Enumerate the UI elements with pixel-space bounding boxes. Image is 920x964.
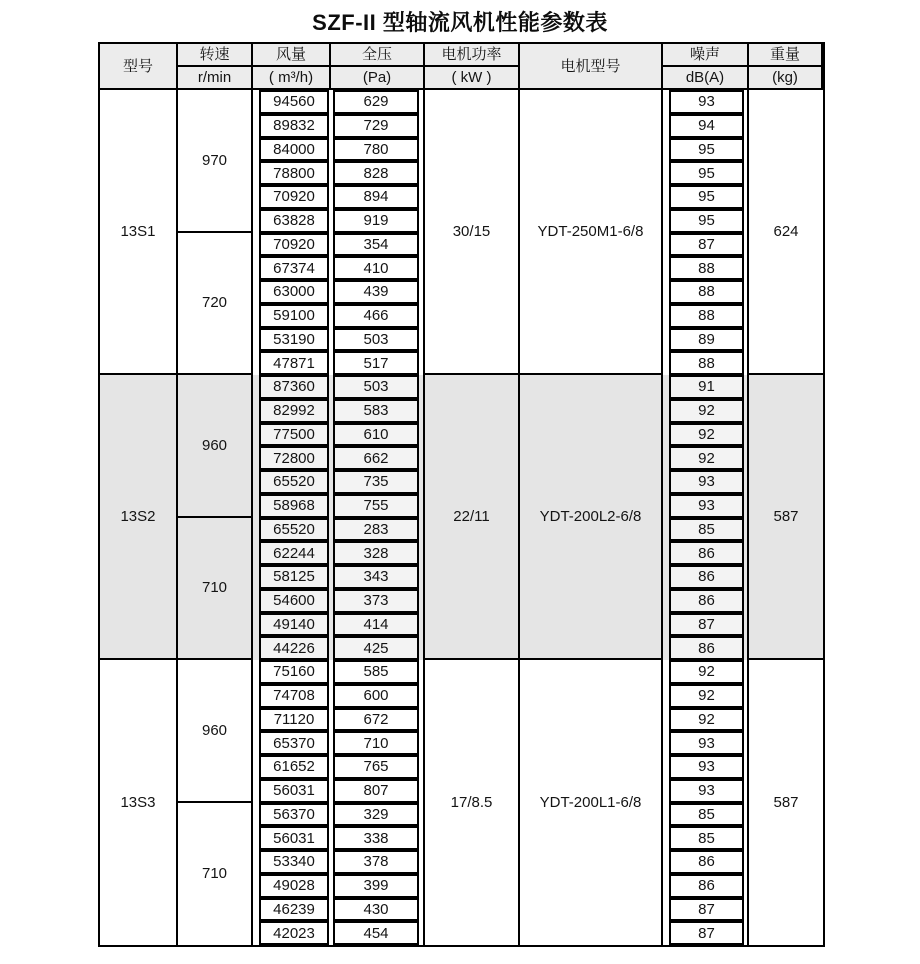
noise-cell: 93 — [669, 90, 744, 114]
noise-cell-slot — [663, 921, 749, 945]
pressure-cell: 765 — [333, 755, 419, 779]
airflow-cell-slot — [253, 565, 331, 589]
noise-cell-slot — [663, 304, 749, 328]
header-weight-unit: (kg) — [749, 67, 823, 90]
airflow-cell: 71120 — [259, 708, 329, 732]
airflow-cell-slot — [253, 351, 331, 375]
pressure-cell-slot — [331, 731, 425, 755]
airflow-cell-slot — [253, 90, 331, 114]
noise-cell: 85 — [669, 826, 744, 850]
noise-cell: 93 — [669, 779, 744, 803]
noise-cell: 94 — [669, 114, 744, 138]
airflow-cell: 56031 — [259, 826, 329, 850]
noise-cell-slot — [663, 256, 749, 280]
pressure-cell-slot — [331, 636, 425, 660]
airflow-cell: 59100 — [259, 304, 329, 328]
pressure-cell: 503 — [333, 375, 419, 399]
pressure-cell-slot — [331, 779, 425, 803]
noise-cell: 92 — [669, 423, 744, 447]
airflow-cell-slot — [253, 185, 331, 209]
airflow-cell: 74708 — [259, 684, 329, 708]
pressure-cell-slot — [331, 90, 425, 114]
pressure-cell-slot — [331, 541, 425, 565]
noise-cell: 86 — [669, 850, 744, 874]
noise-cell-slot — [663, 850, 749, 874]
airflow-cell-slot — [253, 589, 331, 613]
speed-cell: 710 — [178, 803, 253, 946]
airflow-cell: 53190 — [259, 328, 329, 352]
pressure-cell-slot — [331, 874, 425, 898]
pressure-cell: 329 — [333, 803, 419, 827]
airflow-cell-slot — [253, 850, 331, 874]
speed-cell: 720 — [178, 233, 253, 376]
noise-cell: 95 — [669, 185, 744, 209]
noise-cell-slot — [663, 803, 749, 827]
noise-cell: 93 — [669, 755, 744, 779]
airflow-cell-slot — [253, 541, 331, 565]
pressure-cell: 780 — [333, 138, 419, 162]
noise-cell-slot — [663, 90, 749, 114]
noise-cell: 87 — [669, 898, 744, 922]
noise-cell-slot — [663, 185, 749, 209]
airflow-cell-slot — [253, 684, 331, 708]
pressure-cell-slot — [331, 423, 425, 447]
weight-cell: 587 — [749, 375, 823, 660]
airflow-cell-slot — [253, 328, 331, 352]
noise-cell-slot — [663, 898, 749, 922]
noise-cell-slot — [663, 423, 749, 447]
airflow-cell-slot — [253, 826, 331, 850]
pressure-cell-slot — [331, 708, 425, 732]
noise-cell: 86 — [669, 636, 744, 660]
noise-cell: 88 — [669, 351, 744, 375]
header-weight: 重量 — [749, 44, 823, 67]
noise-cell: 92 — [669, 684, 744, 708]
airflow-cell: 72800 — [259, 446, 329, 470]
noise-cell: 93 — [669, 731, 744, 755]
airflow-cell-slot — [253, 304, 331, 328]
airflow-cell-slot — [253, 399, 331, 423]
airflow-cell: 54600 — [259, 589, 329, 613]
airflow-cell: 63000 — [259, 280, 329, 304]
airflow-cell-slot — [253, 161, 331, 185]
airflow-cell-slot — [253, 256, 331, 280]
pressure-cell-slot — [331, 209, 425, 233]
airflow-cell-slot — [253, 660, 331, 684]
noise-cell: 92 — [669, 660, 744, 684]
pressure-cell-slot — [331, 304, 425, 328]
pressure-cell: 503 — [333, 328, 419, 352]
airflow-cell: 58968 — [259, 494, 329, 518]
noise-cell-slot — [663, 541, 749, 565]
airflow-cell-slot — [253, 233, 331, 257]
pressure-cell: 414 — [333, 613, 419, 637]
noise-cell: 87 — [669, 613, 744, 637]
airflow-cell: 84000 — [259, 138, 329, 162]
weight-cell: 587 — [749, 660, 823, 945]
airflow-cell: 87360 — [259, 375, 329, 399]
pressure-cell: 735 — [333, 470, 419, 494]
airflow-cell-slot — [253, 779, 331, 803]
airflow-cell-slot — [253, 898, 331, 922]
pressure-cell: 399 — [333, 874, 419, 898]
pressure-cell: 662 — [333, 446, 419, 470]
noise-cell-slot — [663, 636, 749, 660]
pressure-cell-slot — [331, 446, 425, 470]
noise-cell-slot — [663, 755, 749, 779]
airflow-cell-slot — [253, 755, 331, 779]
airflow-cell-slot — [253, 423, 331, 447]
airflow-cell: 62244 — [259, 541, 329, 565]
noise-cell: 88 — [669, 304, 744, 328]
airflow-cell: 56031 — [259, 779, 329, 803]
pressure-cell: 425 — [333, 636, 419, 660]
header-noise-unit: dB(A) — [663, 67, 749, 90]
pressure-cell-slot — [331, 399, 425, 423]
header-pressure: 全压 — [331, 44, 425, 67]
header-motor: 电机型号 — [520, 44, 663, 90]
airflow-cell: 67374 — [259, 256, 329, 280]
noise-cell-slot — [663, 731, 749, 755]
pressure-cell-slot — [331, 755, 425, 779]
pressure-cell-slot — [331, 613, 425, 637]
noise-cell: 88 — [669, 256, 744, 280]
noise-cell: 85 — [669, 803, 744, 827]
model-cell: 13S3 — [100, 660, 178, 945]
pressure-cell-slot — [331, 803, 425, 827]
pressure-cell: 629 — [333, 90, 419, 114]
airflow-cell-slot — [253, 470, 331, 494]
pressure-cell-slot — [331, 684, 425, 708]
pressure-cell-slot — [331, 565, 425, 589]
noise-cell-slot — [663, 565, 749, 589]
pressure-cell: 828 — [333, 161, 419, 185]
header-airflow: 风量 — [253, 44, 331, 67]
noise-cell-slot — [663, 874, 749, 898]
header-airflow-unit: ( m³/h) — [253, 67, 331, 90]
pressure-cell-slot — [331, 850, 425, 874]
pressure-cell: 410 — [333, 256, 419, 280]
noise-cell-slot — [663, 161, 749, 185]
airflow-cell: 49140 — [259, 613, 329, 637]
airflow-cell-slot — [253, 138, 331, 162]
noise-cell-slot — [663, 684, 749, 708]
noise-cell: 95 — [669, 209, 744, 233]
noise-cell-slot — [663, 518, 749, 542]
airflow-cell-slot — [253, 114, 331, 138]
pressure-cell-slot — [331, 161, 425, 185]
pressure-cell-slot — [331, 375, 425, 399]
noise-cell: 88 — [669, 280, 744, 304]
airflow-cell: 65370 — [259, 731, 329, 755]
header-speed-unit: r/min — [178, 67, 253, 90]
airflow-cell: 56370 — [259, 803, 329, 827]
pressure-cell-slot — [331, 138, 425, 162]
speed-cell: 960 — [178, 660, 253, 803]
pressure-cell-slot — [331, 494, 425, 518]
noise-cell: 87 — [669, 233, 744, 257]
pressure-cell-slot — [331, 233, 425, 257]
noise-cell: 86 — [669, 565, 744, 589]
airflow-cell-slot — [253, 803, 331, 827]
pressure-cell-slot — [331, 114, 425, 138]
airflow-cell-slot — [253, 375, 331, 399]
pressure-cell-slot — [331, 826, 425, 850]
pressure-cell: 894 — [333, 185, 419, 209]
pressure-cell: 430 — [333, 898, 419, 922]
airflow-cell: 70920 — [259, 233, 329, 257]
airflow-cell-slot — [253, 280, 331, 304]
pressure-cell-slot — [331, 280, 425, 304]
noise-cell-slot — [663, 779, 749, 803]
pressure-cell: 338 — [333, 826, 419, 850]
noise-cell: 95 — [669, 161, 744, 185]
pressure-cell-slot — [331, 589, 425, 613]
noise-cell: 86 — [669, 541, 744, 565]
pressure-cell-slot — [331, 256, 425, 280]
noise-cell-slot — [663, 826, 749, 850]
pressure-cell: 729 — [333, 114, 419, 138]
airflow-cell-slot — [253, 708, 331, 732]
motor-cell: YDT-200L1-6/8 — [520, 660, 663, 945]
airflow-cell-slot — [253, 636, 331, 660]
noise-cell: 91 — [669, 375, 744, 399]
noise-cell-slot — [663, 209, 749, 233]
noise-cell: 87 — [669, 921, 744, 945]
pressure-cell: 378 — [333, 850, 419, 874]
noise-cell-slot — [663, 660, 749, 684]
pressure-cell-slot — [331, 921, 425, 945]
motor-cell: YDT-250M1-6/8 — [520, 90, 663, 375]
pressure-cell: 672 — [333, 708, 419, 732]
power-cell: 22/11 — [425, 375, 520, 660]
airflow-cell-slot — [253, 518, 331, 542]
pressure-cell: 517 — [333, 351, 419, 375]
airflow-cell: 77500 — [259, 423, 329, 447]
model-cell: 13S1 — [100, 90, 178, 375]
noise-cell: 89 — [669, 328, 744, 352]
header-power-unit: ( kW ) — [425, 67, 520, 90]
noise-cell: 86 — [669, 589, 744, 613]
noise-cell-slot — [663, 446, 749, 470]
airflow-cell: 46239 — [259, 898, 329, 922]
airflow-cell: 65520 — [259, 470, 329, 494]
airflow-cell: 49028 — [259, 874, 329, 898]
page-title: SZF-II 型轴流风机性能参数表 — [312, 10, 608, 35]
airflow-cell-slot — [253, 731, 331, 755]
airflow-cell-slot — [253, 494, 331, 518]
weight-cell: 624 — [749, 90, 823, 375]
noise-cell: 92 — [669, 399, 744, 423]
pressure-cell: 583 — [333, 399, 419, 423]
pressure-cell: 807 — [333, 779, 419, 803]
noise-cell-slot — [663, 233, 749, 257]
pressure-cell-slot — [331, 351, 425, 375]
noise-cell-slot — [663, 328, 749, 352]
pressure-cell: 283 — [333, 518, 419, 542]
pressure-cell: 919 — [333, 209, 419, 233]
pressure-cell-slot — [331, 660, 425, 684]
noise-cell-slot — [663, 138, 749, 162]
airflow-cell: 89832 — [259, 114, 329, 138]
speed-cell: 970 — [178, 90, 253, 233]
noise-cell: 85 — [669, 518, 744, 542]
pressure-cell-slot — [331, 328, 425, 352]
pressure-cell: 454 — [333, 921, 419, 945]
noise-cell-slot — [663, 470, 749, 494]
airflow-cell: 82992 — [259, 399, 329, 423]
pressure-cell: 354 — [333, 233, 419, 257]
speed-cell: 710 — [178, 518, 253, 661]
pressure-cell: 585 — [333, 660, 419, 684]
pressure-cell-slot — [331, 470, 425, 494]
noise-cell: 93 — [669, 494, 744, 518]
noise-cell-slot — [663, 375, 749, 399]
airflow-cell: 58125 — [259, 565, 329, 589]
header-speed: 转速 — [178, 44, 253, 67]
noise-cell-slot — [663, 114, 749, 138]
noise-cell-slot — [663, 399, 749, 423]
airflow-cell: 78800 — [259, 161, 329, 185]
noise-cell: 92 — [669, 708, 744, 732]
airflow-cell: 94560 — [259, 90, 329, 114]
pressure-cell: 466 — [333, 304, 419, 328]
noise-cell: 86 — [669, 874, 744, 898]
pressure-cell: 328 — [333, 541, 419, 565]
airflow-cell: 42023 — [259, 921, 329, 945]
airflow-cell: 44226 — [259, 636, 329, 660]
pressure-cell: 439 — [333, 280, 419, 304]
noise-cell: 93 — [669, 470, 744, 494]
noise-cell-slot — [663, 613, 749, 637]
noise-cell: 92 — [669, 446, 744, 470]
airflow-cell: 75160 — [259, 660, 329, 684]
airflow-cell-slot — [253, 613, 331, 637]
pressure-cell: 710 — [333, 731, 419, 755]
speed-cell: 960 — [178, 375, 253, 518]
airflow-cell-slot — [253, 209, 331, 233]
header-power: 电机功率 — [425, 44, 520, 67]
airflow-cell-slot — [253, 446, 331, 470]
pressure-cell: 610 — [333, 423, 419, 447]
noise-cell-slot — [663, 494, 749, 518]
pressure-cell: 343 — [333, 565, 419, 589]
airflow-cell: 47871 — [259, 351, 329, 375]
noise-cell-slot — [663, 280, 749, 304]
noise-cell-slot — [663, 708, 749, 732]
pressure-cell-slot — [331, 518, 425, 542]
noise-cell-slot — [663, 589, 749, 613]
noise-cell-slot — [663, 351, 749, 375]
airflow-cell: 61652 — [259, 755, 329, 779]
airflow-cell: 65520 — [259, 518, 329, 542]
header-pressure-unit: (Pa) — [331, 67, 425, 90]
pressure-cell-slot — [331, 185, 425, 209]
airflow-cell-slot — [253, 874, 331, 898]
noise-cell: 95 — [669, 138, 744, 162]
power-cell: 17/8.5 — [425, 660, 520, 945]
airflow-cell: 70920 — [259, 185, 329, 209]
pressure-cell: 755 — [333, 494, 419, 518]
pressure-cell: 600 — [333, 684, 419, 708]
header-noise: 噪声 — [663, 44, 749, 67]
power-cell: 30/15 — [425, 90, 520, 375]
motor-cell: YDT-200L2-6/8 — [520, 375, 663, 660]
airflow-cell: 63828 — [259, 209, 329, 233]
airflow-cell: 53340 — [259, 850, 329, 874]
pressure-cell: 373 — [333, 589, 419, 613]
pressure-cell-slot — [331, 898, 425, 922]
fan-performance-table — [98, 42, 825, 947]
header-model: 型号 — [100, 44, 178, 90]
airflow-cell-slot — [253, 921, 331, 945]
model-cell: 13S2 — [100, 375, 178, 660]
